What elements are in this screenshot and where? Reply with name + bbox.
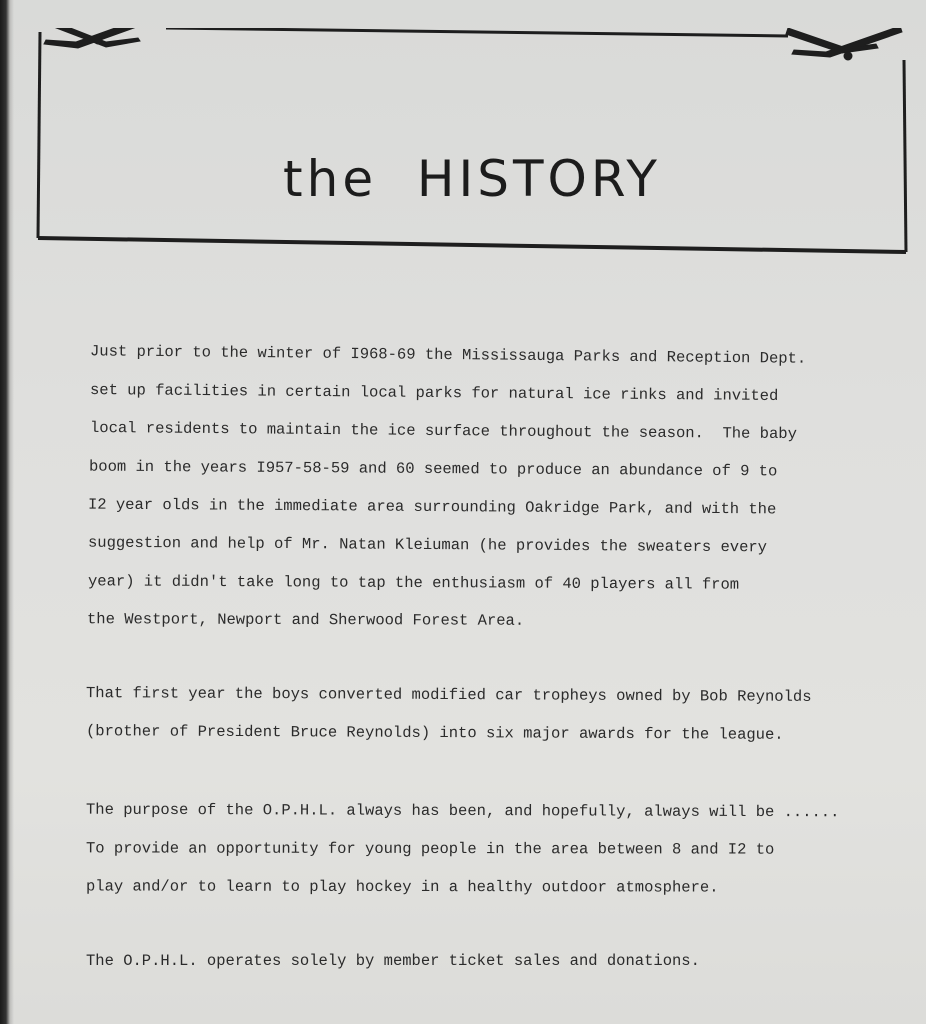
text-line: set up facilities in certain local parks for natural ice rinks and invited <box>89 380 779 406</box>
hockey-sticks-icon-left <box>38 28 156 48</box>
text-line: boom in the years I957-58-59 and 60 seemed to produce an abundance of 9 to <box>88 457 778 481</box>
text-line: suggestion and help of Mr. Natan Kleiuman (he provides the sweaters every <box>87 533 768 557</box>
page-edge <box>0 0 14 1024</box>
hockey-sticks-icon-right <box>786 28 902 60</box>
title-box-frame <box>36 28 908 254</box>
text-line: The O.P.H.L. operates solely by member ticket sales and donations. <box>86 952 700 970</box>
text-line: (brother of President Bruce Reynolds) into six major awards for the league. <box>85 722 784 744</box>
text-line: year) it didn't take long to tap the enthusiasm of 40 players all from <box>87 572 740 594</box>
text-line: play and/or to learn to play hockey in a healthy outdoor atmosphere. <box>85 877 719 897</box>
text-line: Just prior to the winter of I968-69 the Mississauga Parks and Reception Dept. <box>89 342 807 368</box>
page-title: the HISTORY <box>283 150 661 208</box>
text-line: To provide an opportunity for young people in the area between 8 and I2 to <box>85 839 775 859</box>
text-line: local residents to maintain the ice surface throughout the season. The baby <box>89 418 797 444</box>
text-line: I2 year olds in the immediate area surrounding Oakridge Park, and with the <box>87 495 777 519</box>
title-box <box>36 28 908 254</box>
text-line: the Westport, Newport and Sherwood Forest Area. <box>86 610 525 630</box>
text-line: The purpose of the O.P.H.L. always has been, and hopefully, always will be ...... <box>85 800 840 822</box>
text-line: That first year the boys converted modified car tropheys owned by Bob Reynolds <box>85 684 812 706</box>
